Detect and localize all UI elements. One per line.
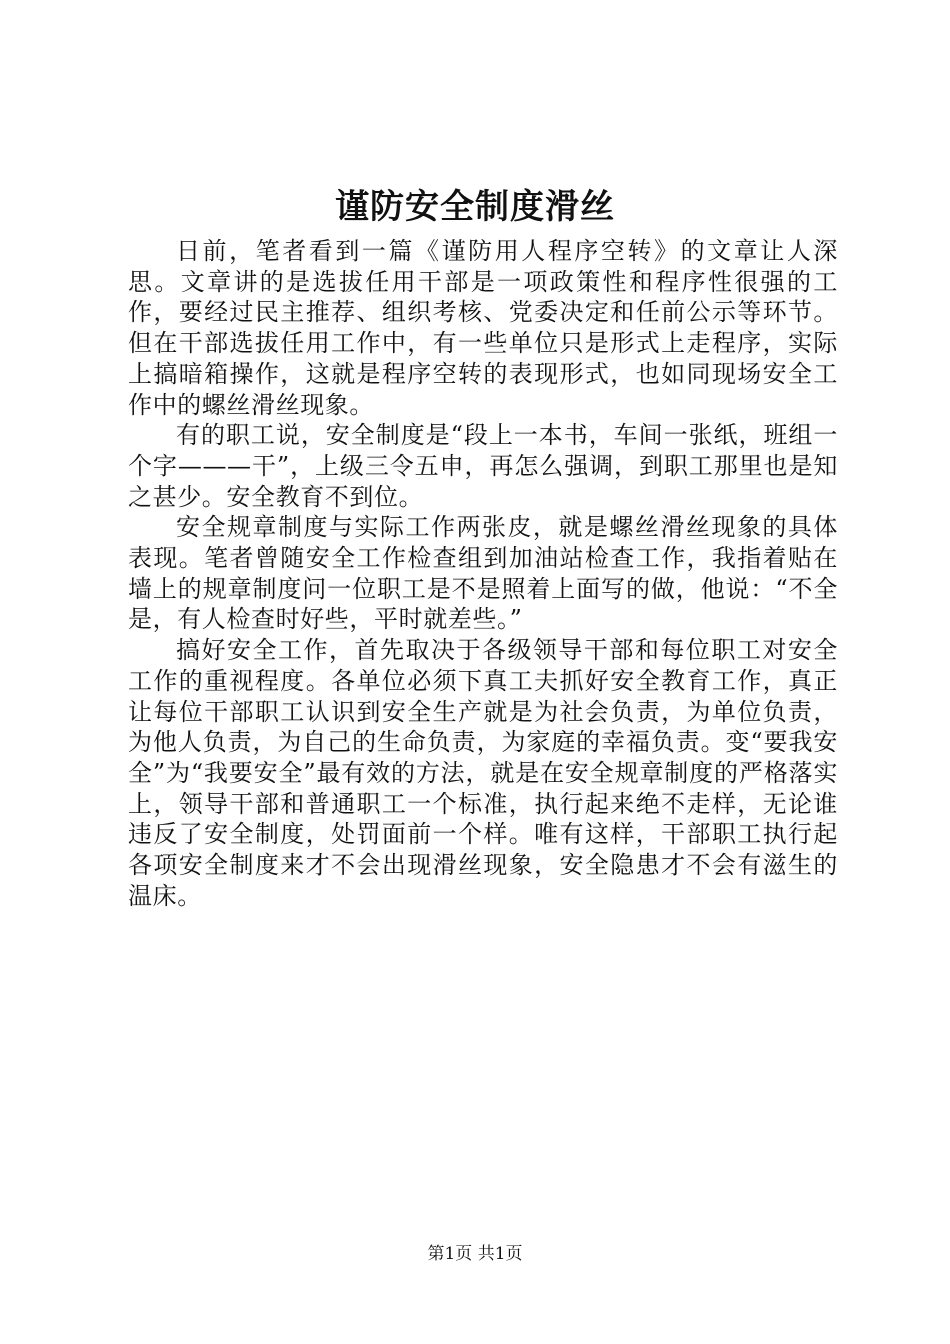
paragraph-3: 安全规章制度与实际工作两张皮，就是螺丝滑丝现象的具体表现。笔者曾随安全工作检查组到加油站检查工作，我指着贴在墙上的规章制度问一位职工是不是照着上面写的做，他说：“不全是，有人检查时好些，平时就差些。” [128,513,838,634]
document-title: 谨防安全制度滑丝 [335,187,615,227]
paragraph-1: 日前，笔者看到一篇《谨防用人程序空转》的文章让人深思。文章讲的是选拔任用干部是一项政策性和程序性很强的工作，要经过民主推荐、组织考核、党委决定和任前公示等环节。但在干部选拔任用工作中，有一些单位只是形式上走程序，实际上搞暗箱操作，这就是程序空转的表现形式，也如同现场安全工作中的螺丝滑丝现象。 [128,237,838,419]
paragraph-2: 有的职工说，安全制度是“段上一本书，车间一张纸，班组一个字———干”，上级三令五申，再怎么强调，到职工那里也是知之甚少。安全教育不到位。 [128,421,838,511]
paragraph-4: 搞好安全工作，首先取决于各级领导干部和每位职工对安全工作的重视程度。各单位必须下真工夫抓好安全教育工作，真正让每位干部职工认识到安全生产就是为社会负责，为单位负责，为他人负责，为自己的生命负责，为家庭的幸福负责。变“要我安全”为“我要安全”最有效的方法，就是在安全规章制度的严格落实上，领导干部和普通职工一个标准，执行起来绝不走样，无论谁违反了安全制度，处罚面前一个样。唯有这样，干部职工执行起各项安全制度来才不会出现滑丝现象，安全隐患才不会有滋生的温床。 [128,636,838,910]
page-number-footer: 第1页 共1页 [427,1244,523,1264]
document-body [128,236,838,911]
